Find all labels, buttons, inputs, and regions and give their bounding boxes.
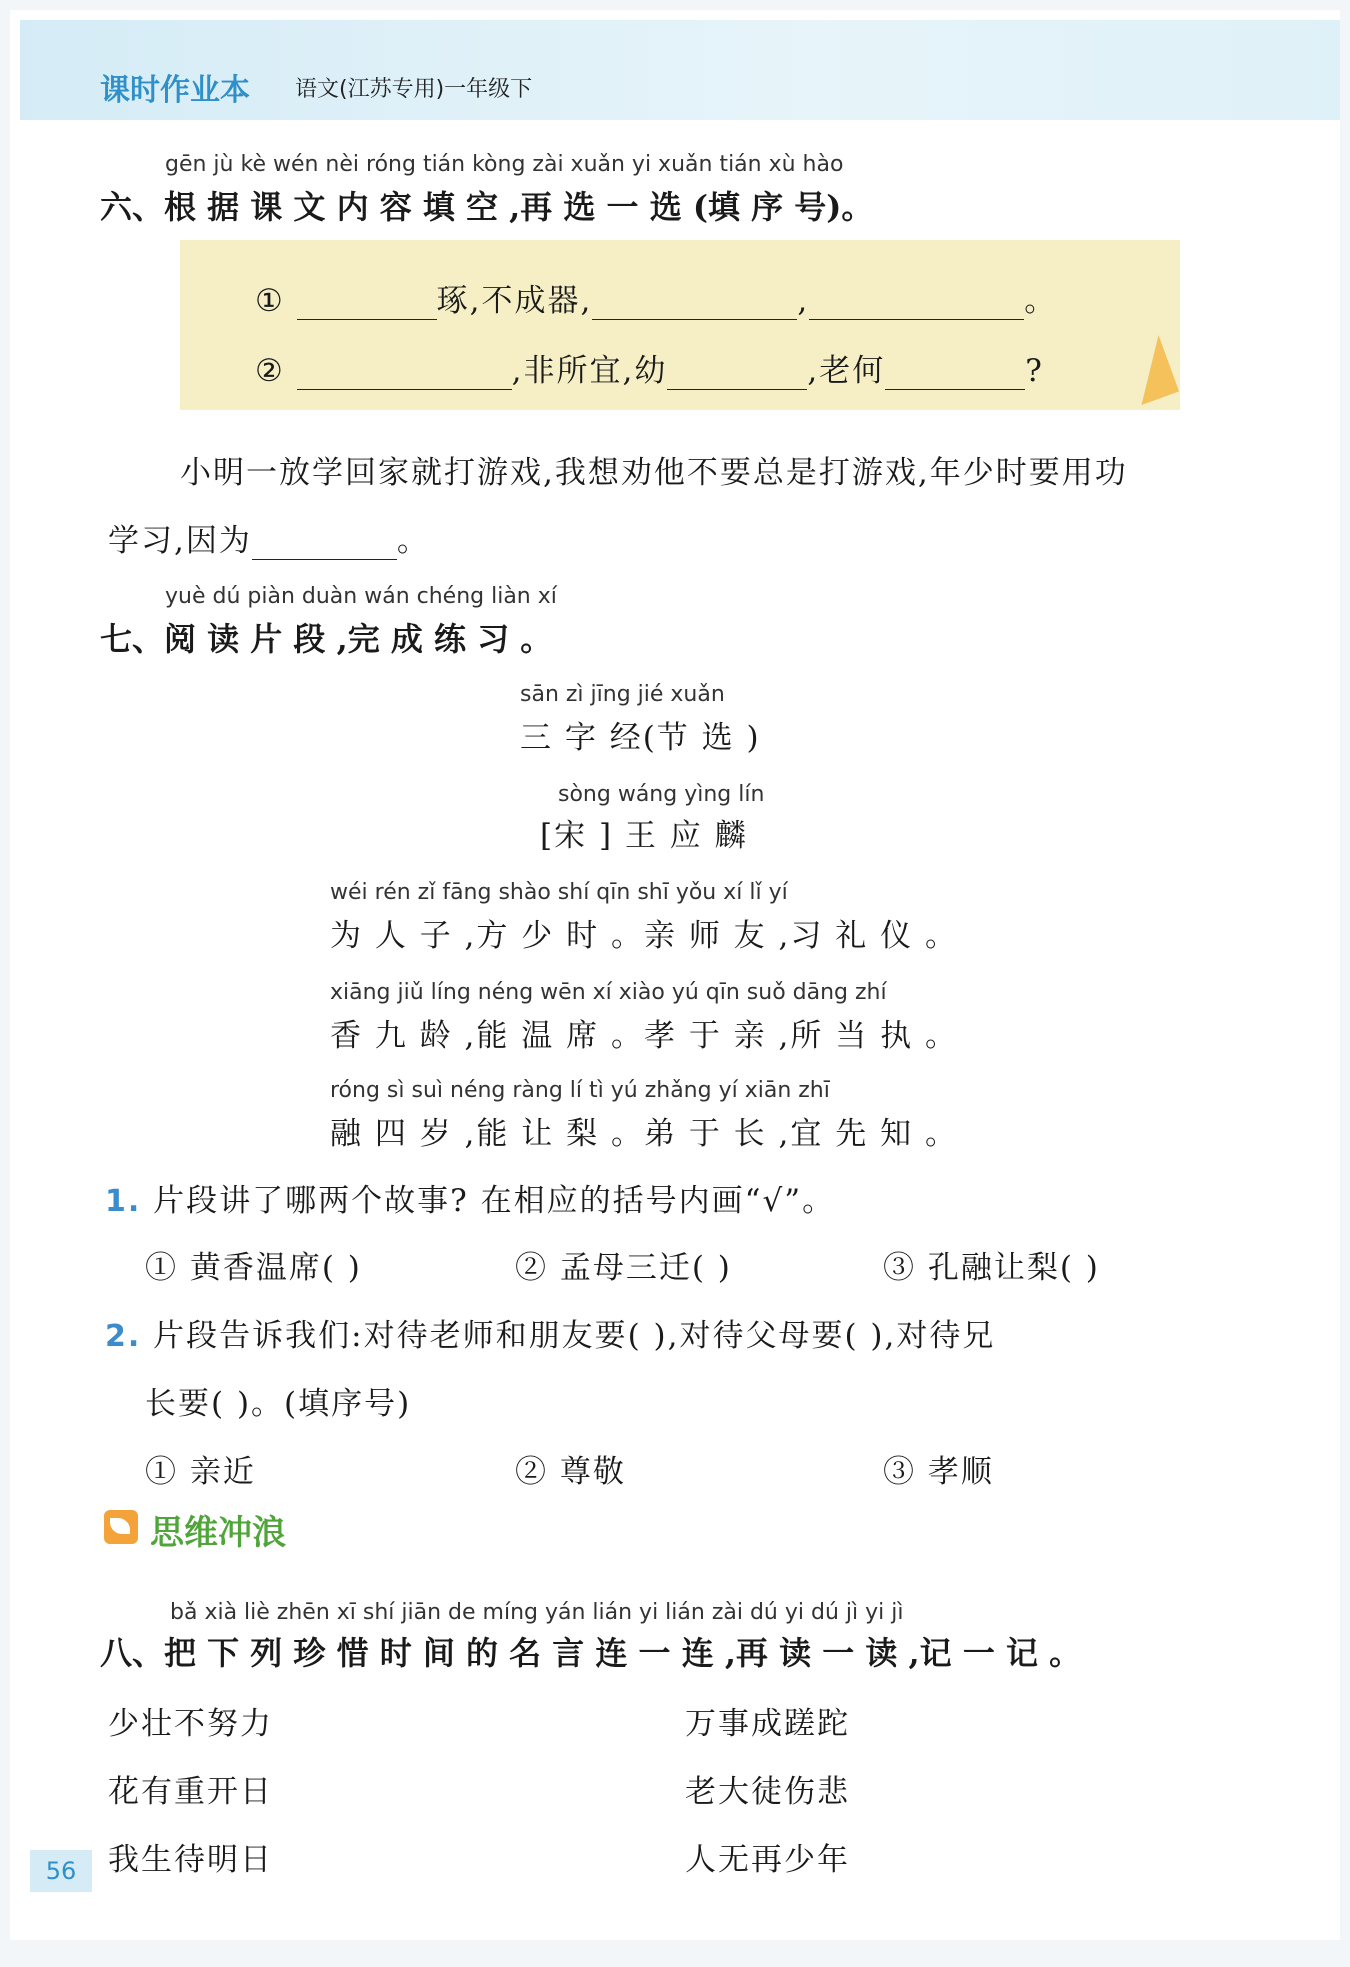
- poem-line-1-pinyin: wéi rén zǐ fāng shào shí qīn shī yǒu xí lǐ yí: [330, 880, 788, 905]
- poem-title-pinyin: sān zì jīng jié xuǎn: [520, 682, 725, 707]
- q1-option-3[interactable]: ③ 孔融让梨( ): [883, 1250, 1100, 1286]
- s8-title: 八、把 下 列 珍 惜 时 间 的 名 言 连 一 连 ,再 读 一 读 ,记 一 记 。: [100, 1634, 1082, 1672]
- proverb-right-3[interactable]: 人无再少年: [685, 1842, 850, 1878]
- proverb-left-1[interactable]: 少壮不努力: [108, 1706, 273, 1742]
- item-number-1: ①: [255, 283, 285, 319]
- blank-1c[interactable]: [809, 289, 1024, 320]
- wave-icon: [104, 1510, 138, 1544]
- blank-1b[interactable]: [592, 289, 797, 320]
- l1-end: 。: [1024, 283, 1058, 319]
- page-number: 56: [30, 1850, 92, 1892]
- page: [10, 10, 1340, 1940]
- q1-option-2[interactable]: ② 孟母三迁( ): [515, 1250, 732, 1286]
- proverb-left-3[interactable]: 我生待明日: [108, 1842, 273, 1878]
- poem-author: [宋 ] 王 应 麟: [540, 818, 748, 854]
- proverb-left-2[interactable]: 花有重开日: [108, 1774, 273, 1810]
- l2-text-a: ,非所宜,幼: [511, 353, 668, 389]
- fill-line-2: [255, 345, 1044, 390]
- paragraph-text: 学习,因为: [108, 523, 252, 559]
- l1-text-b: ,: [797, 283, 810, 319]
- question-2-number: 2.: [105, 1319, 142, 1354]
- s8-pinyin: bǎ xià liè zhēn xī shí jiān de míng yán lián yi lián zài dú yi dú jì yi jì: [170, 1600, 904, 1625]
- l2-text-b: ,老何: [807, 353, 886, 389]
- blank-1a[interactable]: [297, 289, 437, 320]
- l2-end: ?: [1025, 353, 1044, 389]
- paragraph-end: 。: [396, 523, 430, 559]
- author-pinyin: sòng wáng yìng lín: [558, 782, 765, 807]
- paragraph-line-1: 小明一放学回家就打游戏,我想劝他不要总是打游戏,年少时要用功: [180, 455, 1128, 491]
- question-2-cont: 长要( )。(填序号): [145, 1386, 412, 1422]
- poem-line-2: 香 九 龄 ,能 温 席 。孝 于 亲 ,所 当 执 。: [330, 1018, 958, 1054]
- poem-line-3: 融 四 岁 ,能 让 梨 。弟 于 长 ,宜 先 知 。: [330, 1116, 958, 1152]
- question-2-text: 片段告诉我们:对待老师和朋友要( ),对待父母要( ),对待兄: [153, 1318, 996, 1354]
- brand-title: 课时作业本: [100, 73, 250, 108]
- blank-2a[interactable]: [297, 359, 512, 390]
- question-1: [105, 1175, 835, 1220]
- q2-option-3: ③ 孝顺: [883, 1454, 994, 1490]
- proverb-right-2[interactable]: 老大徒伤悲: [685, 1774, 850, 1810]
- paragraph-line-2: [108, 515, 430, 560]
- question-1-number: 1.: [105, 1184, 142, 1219]
- poem-line-1: 为 人 子 ,方 少 时 。亲 师 友 ,习 礼 仪 。: [330, 918, 958, 954]
- s7-title: 七、阅 读 片 段 ,完 成 练 习 。: [100, 620, 553, 658]
- proverb-right-1[interactable]: 万事成蹉跎: [685, 1706, 850, 1742]
- s7-pinyin: yuè dú piàn duàn wán chéng liàn xí: [165, 584, 557, 609]
- question-2: [105, 1310, 995, 1355]
- section-title: 思维冲浪: [150, 1513, 286, 1553]
- s6-title: 六、根 据 课 文 内 容 填 空 ,再 选 一 选 (填 序 号)。: [100, 188, 874, 226]
- item-number-2: ②: [255, 353, 285, 389]
- poem-title: 三 字 经(节 选 ): [520, 720, 761, 756]
- poem-line-3-pinyin: róng sì suì néng ràng lí tì yú zhǎng yí xiān zhī: [330, 1078, 830, 1103]
- s6-pinyin: gēn jù kè wén nèi róng tián kòng zài xuǎn yi xuǎn tián xù hào: [165, 152, 844, 177]
- question-1-text: 片段讲了哪两个故事? 在相应的括号内画“√”。: [153, 1183, 836, 1219]
- q2-option-2: ② 尊敬: [515, 1454, 626, 1490]
- poem-line-2-pinyin: xiāng jiǔ líng néng wēn xí xiào yú qīn suǒ dāng zhí: [330, 980, 887, 1005]
- book-subtitle: 语文(江苏专用)一年级下: [295, 77, 533, 102]
- l1-text-a: 琢,不成器,: [436, 283, 593, 319]
- blank-reason[interactable]: [252, 529, 397, 560]
- blank-2c[interactable]: [885, 359, 1025, 390]
- fill-line-1: [255, 275, 1057, 320]
- q2-option-1: ① 亲近: [145, 1454, 256, 1490]
- q1-option-1[interactable]: ① 黄香温席( ): [145, 1250, 362, 1286]
- blank-2b[interactable]: [667, 359, 807, 390]
